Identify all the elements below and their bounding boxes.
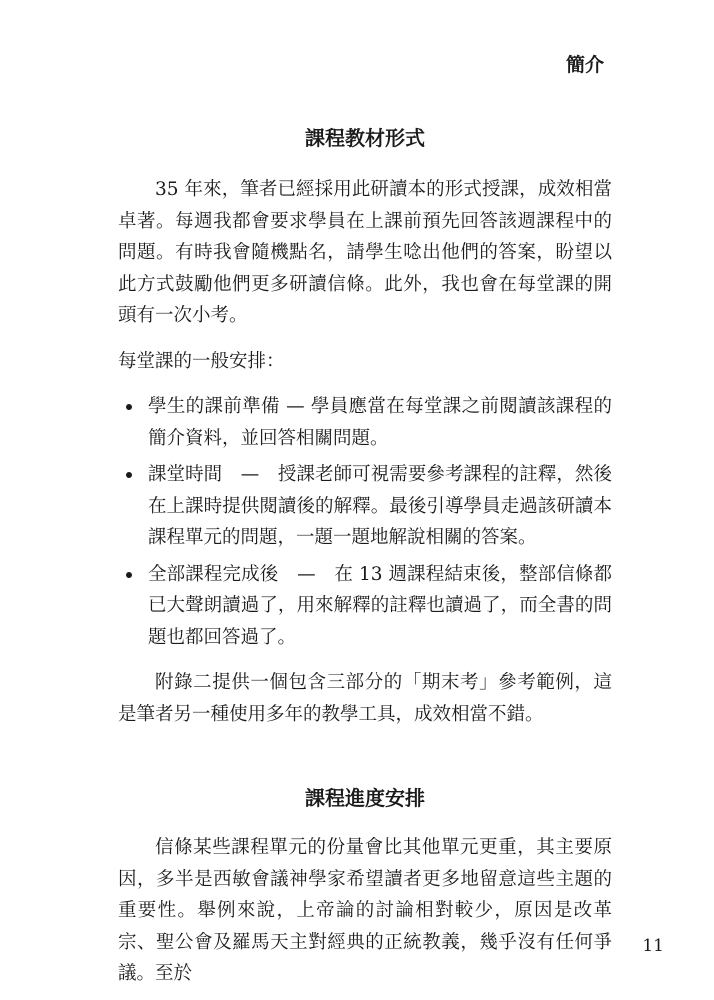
- section-heading-course-format: 課程教材形式: [305, 126, 425, 150]
- page-body: [118, 118, 612, 990]
- bullet-dot-icon: [126, 472, 132, 478]
- paragraph-course-format-intro: 35 年來，筆者已經採用此研讀本的形式授課，成效相當卓著。每週我都會要求學員在上課前預先回答該週課程中的問題。有時我會隨機點名，請學生唸出他們的答案，盼望以此方式鼓勵他們更多研讀信條。此外，我也會在每堂課的開頭有一次小考。: [118, 179, 612, 326]
- paragraph-appendix-note: 附錄二提供一個包含三部分的「期末考」參考範例，這是筆者另一種使用多年的教學工具，成效相當不錯。: [118, 672, 612, 725]
- section-heading-schedule: 課程進度安排: [305, 786, 425, 810]
- running-header-title: 簡介: [565, 54, 604, 76]
- lesson-arrangement-list: [118, 391, 612, 653]
- paragraph-lesson-arrangement-label: 每堂課的一般安排：: [118, 350, 285, 372]
- list-item: [148, 559, 612, 654]
- list-item-text: 課堂時間 — 授課老師可視需要參考課程的註釋，然後在上課時提供閱讀後的解釋。最後引導學員走過該研讀本課程單元的問題，一題一題地解說相關的答案。: [148, 464, 612, 548]
- list-item: [148, 459, 612, 554]
- list-item-text: 全部課程完成後 — 在 13 週課程結束後，整部信條都已大聲朗讀過了，用來解釋的註釋也讀過了，而全書的問題也都回答過了。: [148, 563, 612, 648]
- list-item-text: 學生的課前準備 — 學員應當在每堂課之前閱讀該課程的簡介資料，並回答相關問題。: [148, 396, 612, 449]
- paragraph-schedule-intro: 信條某些課程單元的份量會比其他單元更重，其主要原因，多半是西敏會議神學家希望讀者更多地留意這些主題的重要性。舉例來說，上帝論的討論相對較少，原因是改革宗、聖公會及羅馬天主對經典的正統教義，幾乎沒有任何爭議。至於: [118, 837, 612, 984]
- bullet-dot-icon: [126, 404, 132, 410]
- bullet-dot-icon: [126, 572, 132, 578]
- page-number: 11: [642, 936, 664, 956]
- list-item: [148, 391, 612, 454]
